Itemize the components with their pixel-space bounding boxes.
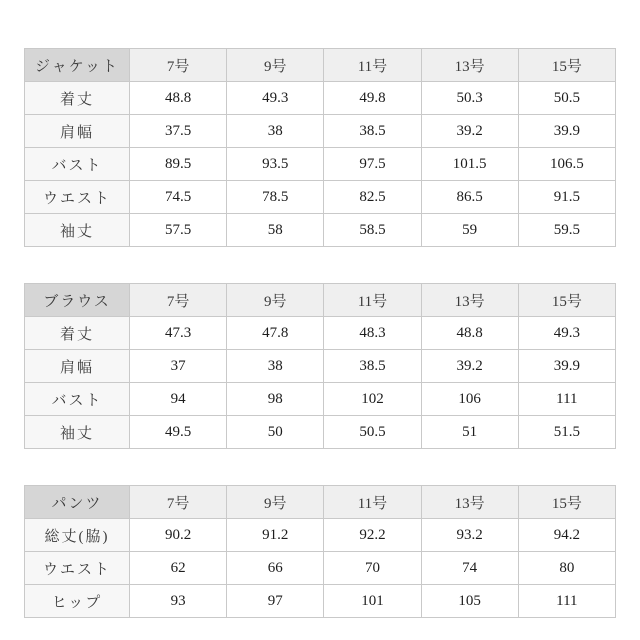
column-header-11: 11号: [324, 284, 421, 317]
table-cell: 66: [227, 552, 324, 585]
table-cell: 101.5: [421, 148, 518, 181]
table-cell: 51: [421, 416, 518, 449]
row-header: 袖丈: [25, 214, 130, 247]
table-cell: 91.2: [227, 519, 324, 552]
table-cell: 98: [227, 383, 324, 416]
table-cell: 50.5: [518, 82, 615, 115]
table-row: [25, 148, 616, 181]
table-row: [25, 214, 616, 247]
table-corner-header: パンツ: [25, 486, 130, 519]
table-row: [25, 115, 616, 148]
column-header-9: 9号: [227, 284, 324, 317]
table-cell: 58: [227, 214, 324, 247]
table-row: [25, 383, 616, 416]
table-cell: 106: [421, 383, 518, 416]
column-header-11: 11号: [324, 49, 421, 82]
table-cell: 111: [518, 585, 615, 618]
column-header-15: 15号: [518, 486, 615, 519]
table-cell: 37: [130, 350, 227, 383]
table-corner-header: ジャケット: [25, 49, 130, 82]
row-header: ウエスト: [25, 181, 130, 214]
table-cell: 90.2: [130, 519, 227, 552]
table-row: [25, 317, 616, 350]
table-row: [25, 181, 616, 214]
table-row: [25, 552, 616, 585]
table-cell: 93.2: [421, 519, 518, 552]
table-cell: 47.8: [227, 317, 324, 350]
table-cell: 105: [421, 585, 518, 618]
column-header-15: 15号: [518, 284, 615, 317]
table-cell: 78.5: [227, 181, 324, 214]
table-cell: 58.5: [324, 214, 421, 247]
table-cell: 38: [227, 350, 324, 383]
size-table-blouse: [24, 283, 616, 449]
row-header: 袖丈: [25, 416, 130, 449]
column-header-7: 7号: [130, 284, 227, 317]
table-cell: 86.5: [421, 181, 518, 214]
table-cell: 50.5: [324, 416, 421, 449]
table-cell: 74: [421, 552, 518, 585]
column-header-7: 7号: [130, 49, 227, 82]
table-cell: 49.8: [324, 82, 421, 115]
row-header: ウエスト: [25, 552, 130, 585]
table-cell: 102: [324, 383, 421, 416]
row-header: 肩幅: [25, 350, 130, 383]
table-cell: 111: [518, 383, 615, 416]
table-cell: 93: [130, 585, 227, 618]
table-cell: 57.5: [130, 214, 227, 247]
column-header-7: 7号: [130, 486, 227, 519]
table-cell: 38.5: [324, 115, 421, 148]
table-row: [25, 350, 616, 383]
table-row: [25, 416, 616, 449]
table-row: [25, 519, 616, 552]
table-cell: 91.5: [518, 181, 615, 214]
column-header-13: 13号: [421, 49, 518, 82]
table-header-row: [25, 49, 616, 82]
table-cell: 92.2: [324, 519, 421, 552]
column-header-15: 15号: [518, 49, 615, 82]
row-header: ヒップ: [25, 585, 130, 618]
table-cell: 38: [227, 115, 324, 148]
table-cell: 106.5: [518, 148, 615, 181]
row-header: 総丈(脇): [25, 519, 130, 552]
table-cell: 93.5: [227, 148, 324, 181]
table-cell: 62: [130, 552, 227, 585]
table-cell: 82.5: [324, 181, 421, 214]
table-cell: 94: [130, 383, 227, 416]
table-header-row: [25, 284, 616, 317]
table-cell: 50.3: [421, 82, 518, 115]
table-cell: 39.2: [421, 350, 518, 383]
column-header-9: 9号: [227, 49, 324, 82]
table-cell: 101: [324, 585, 421, 618]
table-cell: 59: [421, 214, 518, 247]
row-header: 肩幅: [25, 115, 130, 148]
table-row: [25, 82, 616, 115]
column-header-9: 9号: [227, 486, 324, 519]
table-cell: 97.5: [324, 148, 421, 181]
size-table-pants: [24, 485, 616, 618]
table-cell: 94.2: [518, 519, 615, 552]
table-cell: 89.5: [130, 148, 227, 181]
table-cell: 48.8: [130, 82, 227, 115]
table-cell: 48.3: [324, 317, 421, 350]
table-cell: 50: [227, 416, 324, 449]
column-header-13: 13号: [421, 284, 518, 317]
table-cell: 97: [227, 585, 324, 618]
column-header-13: 13号: [421, 486, 518, 519]
column-header-11: 11号: [324, 486, 421, 519]
table-cell: 39.9: [518, 350, 615, 383]
table-corner-header: ブラウス: [25, 284, 130, 317]
row-header: 着丈: [25, 82, 130, 115]
row-header: バスト: [25, 383, 130, 416]
table-cell: 39.2: [421, 115, 518, 148]
size-table-jacket: [24, 48, 616, 247]
table-cell: 48.8: [421, 317, 518, 350]
table-row: [25, 585, 616, 618]
table-cell: 74.5: [130, 181, 227, 214]
table-cell: 70: [324, 552, 421, 585]
table-cell: 49.5: [130, 416, 227, 449]
table-cell: 49.3: [518, 317, 615, 350]
table-header-row: [25, 486, 616, 519]
table-cell: 38.5: [324, 350, 421, 383]
table-cell: 51.5: [518, 416, 615, 449]
table-cell: 49.3: [227, 82, 324, 115]
table-cell: 59.5: [518, 214, 615, 247]
table-cell: 47.3: [130, 317, 227, 350]
table-cell: 80: [518, 552, 615, 585]
row-header: 着丈: [25, 317, 130, 350]
table-cell: 39.9: [518, 115, 615, 148]
table-cell: 37.5: [130, 115, 227, 148]
row-header: バスト: [25, 148, 130, 181]
